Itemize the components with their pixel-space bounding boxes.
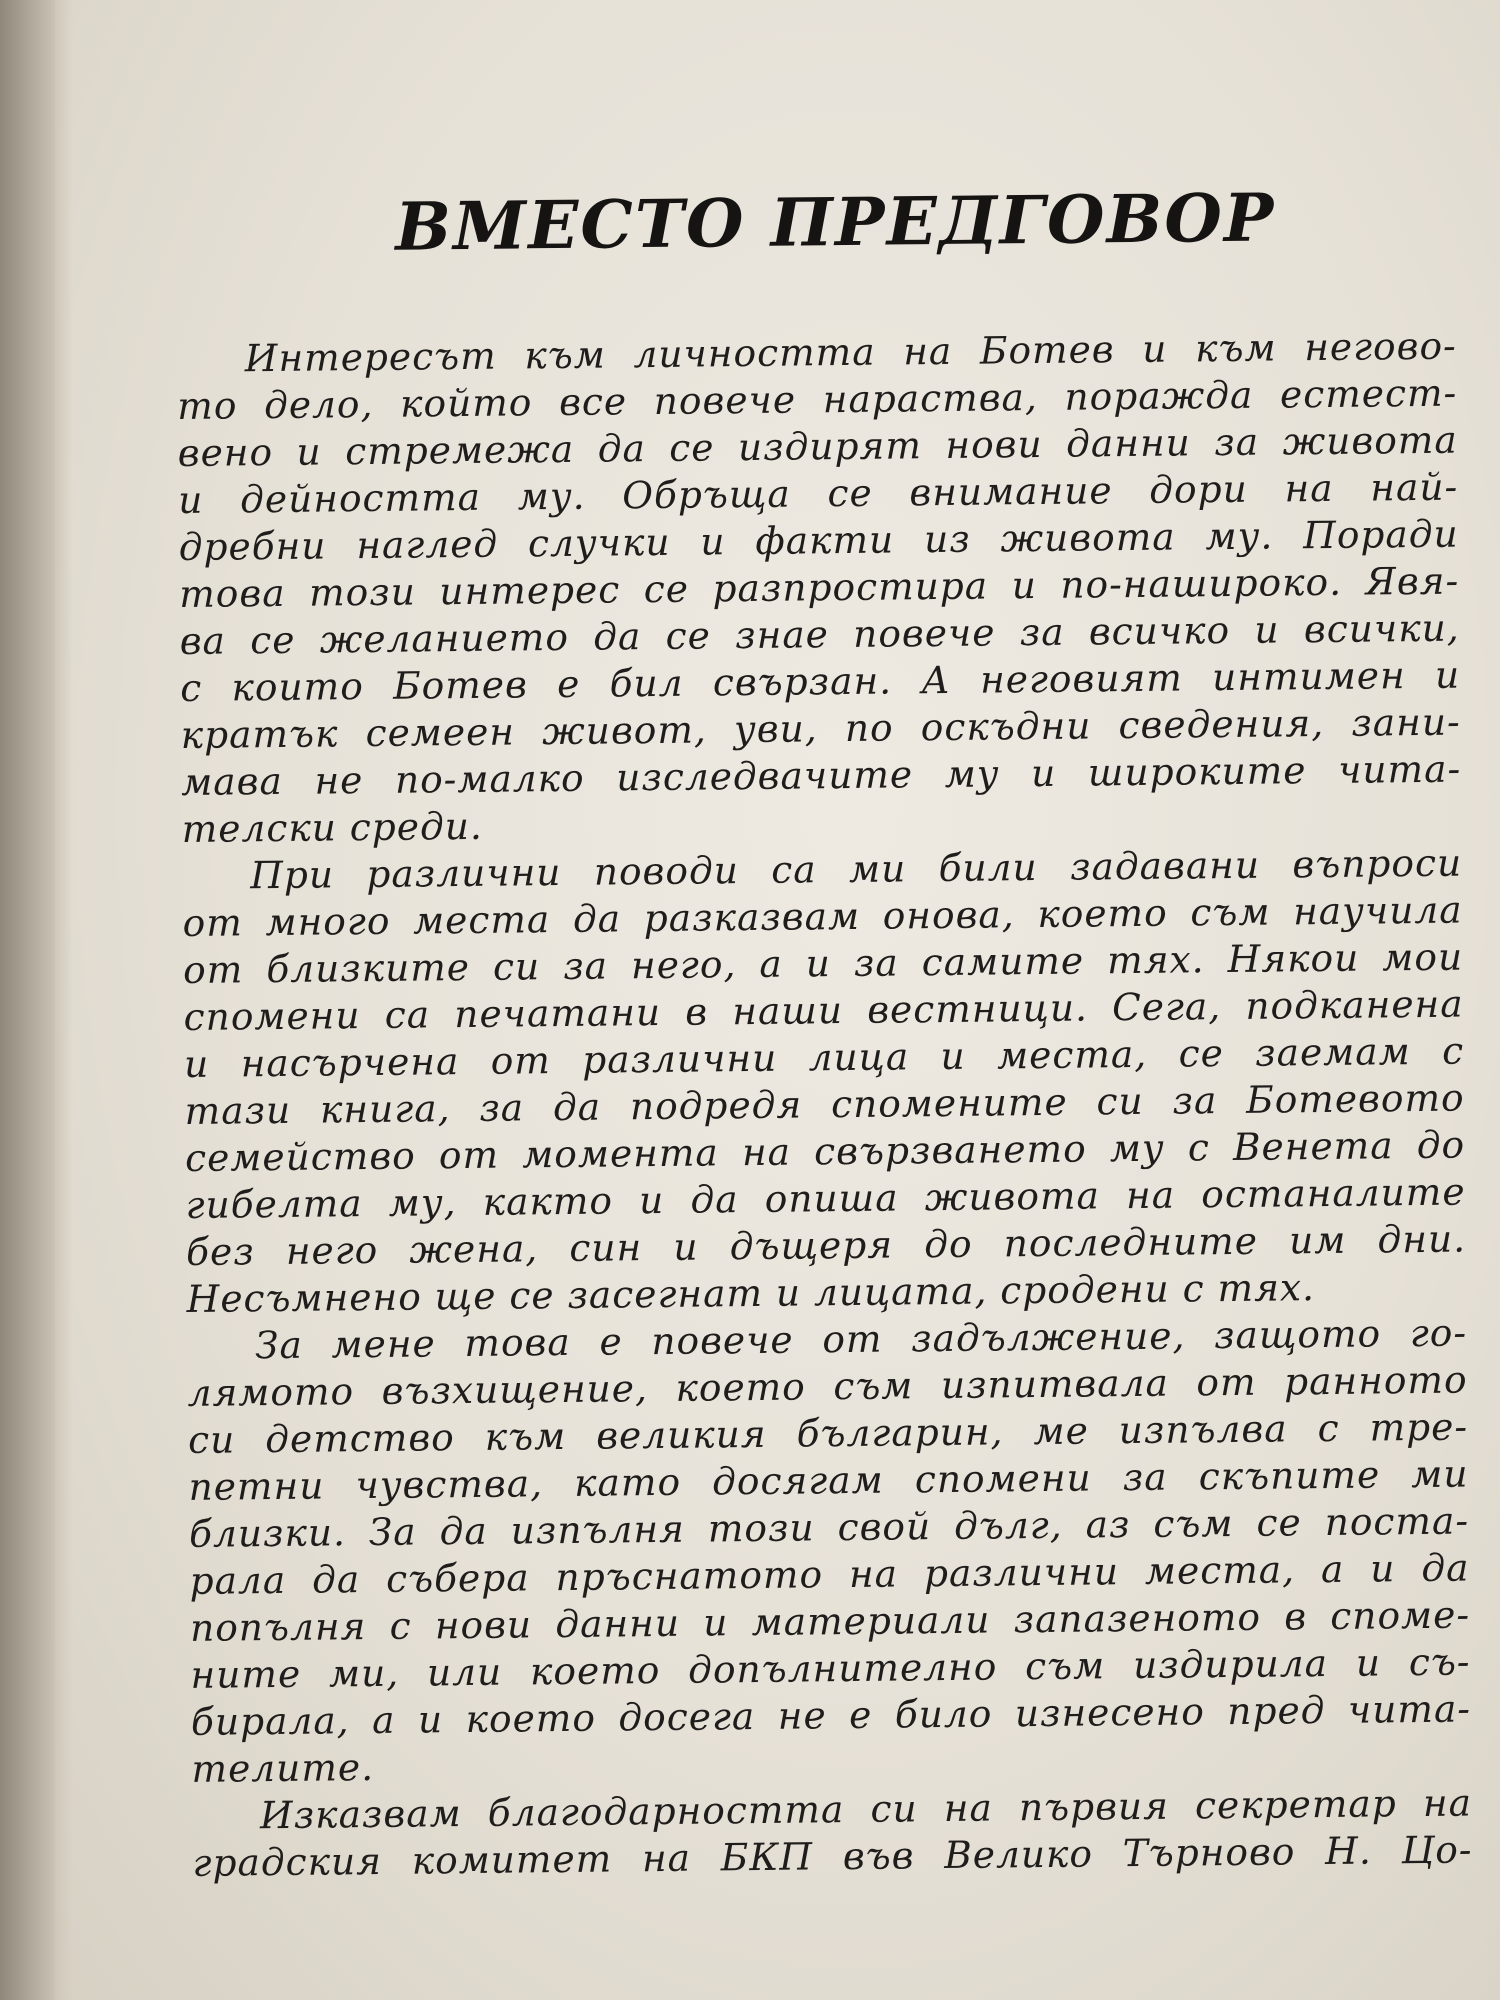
- text-line: кратък семеен живот, уви, по оскъдни сведения, зани-: [180, 699, 1461, 757]
- text-line: телски среди.: [181, 803, 484, 851]
- text-line: За мене това е повече от задължение, защото го-: [254, 1310, 1468, 1368]
- paragraph-3: [187, 1310, 1472, 1793]
- page-content: [175, 177, 1473, 1887]
- text-line: семейство от момента на свързването му с Венета до: [184, 1122, 1466, 1180]
- text-line: Изказвам благодарността си на първия секретар на: [259, 1780, 1473, 1838]
- text-line: близки. За да изпълня този свой дълг, аз съм се поста-: [188, 1498, 1470, 1556]
- text-line: тази книга, за да подредя спомените си за Ботевото: [184, 1075, 1465, 1133]
- text-line: ните ми, или което допълнително съм издирила и съ-: [190, 1639, 1471, 1697]
- paragraph-1: [177, 323, 1462, 853]
- text-line: При различни поводи са ми били задавани въпроси: [249, 840, 1463, 898]
- text-line: то дело, който все повече нараства, поражда естест-: [177, 370, 1458, 428]
- text-line: от много места да разказвам онова, което съм научила: [182, 887, 1463, 945]
- book-page: [55, 0, 1500, 2000]
- text-line: Несъмнено ще се засегнат и лицата, сродени с тях.: [186, 1265, 1316, 1321]
- text-line: лямото възхищение, което съм изпитвала от ранното: [187, 1357, 1468, 1415]
- text-line: и дейността му. Обръща се внимание дори на най-: [178, 464, 1459, 522]
- text-line: дребни наглед случки и факти из живота му. Поради: [178, 511, 1459, 569]
- text-line: мава не по-малко изследвачите му и широките чита-: [180, 746, 1462, 804]
- text-line: гибелта му, както и да опиша живота на останалите: [185, 1169, 1466, 1227]
- text-line: градския комитет на БКП във Велико Търново Н. Цо-: [192, 1827, 1473, 1885]
- text-line: петни чувства, като досягам спомени за скъпите ми: [188, 1451, 1469, 1509]
- text-line: си детство към великия българин, ме изпълва с тре-: [187, 1404, 1469, 1462]
- text-line: бирала, а и което досега не е било изнесено пред чита-: [190, 1686, 1472, 1744]
- paragraph-4: [192, 1780, 1473, 1887]
- text-line: това този интерес се разпростира и по-нашироко. Явя-: [179, 558, 1460, 616]
- text-line: без него жена, син и дъщеря до последните им дни.: [185, 1216, 1467, 1274]
- page-title: ВМЕСТО ПРЕДГОВОР: [394, 178, 1276, 266]
- text-line: рала да събера пръснатото на различни места, а и да: [189, 1545, 1470, 1603]
- paragraph-2: [182, 840, 1467, 1323]
- text-line: спомени са печатани в наши вестници. Сега, подканена: [183, 981, 1464, 1039]
- text-line: от близките си за него, а и за самите тях. Някои мои: [182, 934, 1464, 992]
- text-line: попълня с нови данни и материали запазеното в споме-: [189, 1592, 1471, 1650]
- text-line: Интересът към личността на Ботев и към негово-: [244, 323, 1457, 381]
- text-line: ва се желанието да се знае повече за всичко и всички,: [179, 605, 1460, 663]
- text-line: вено и стремежа да се издирят нови данни за живота: [177, 417, 1458, 475]
- text-line: с които Ботев е бил свързан. А неговият интимен и: [179, 652, 1461, 710]
- text-line: и насърчена от различни лица и места, се заемам с: [183, 1028, 1465, 1086]
- text-line: телите.: [191, 1745, 375, 1791]
